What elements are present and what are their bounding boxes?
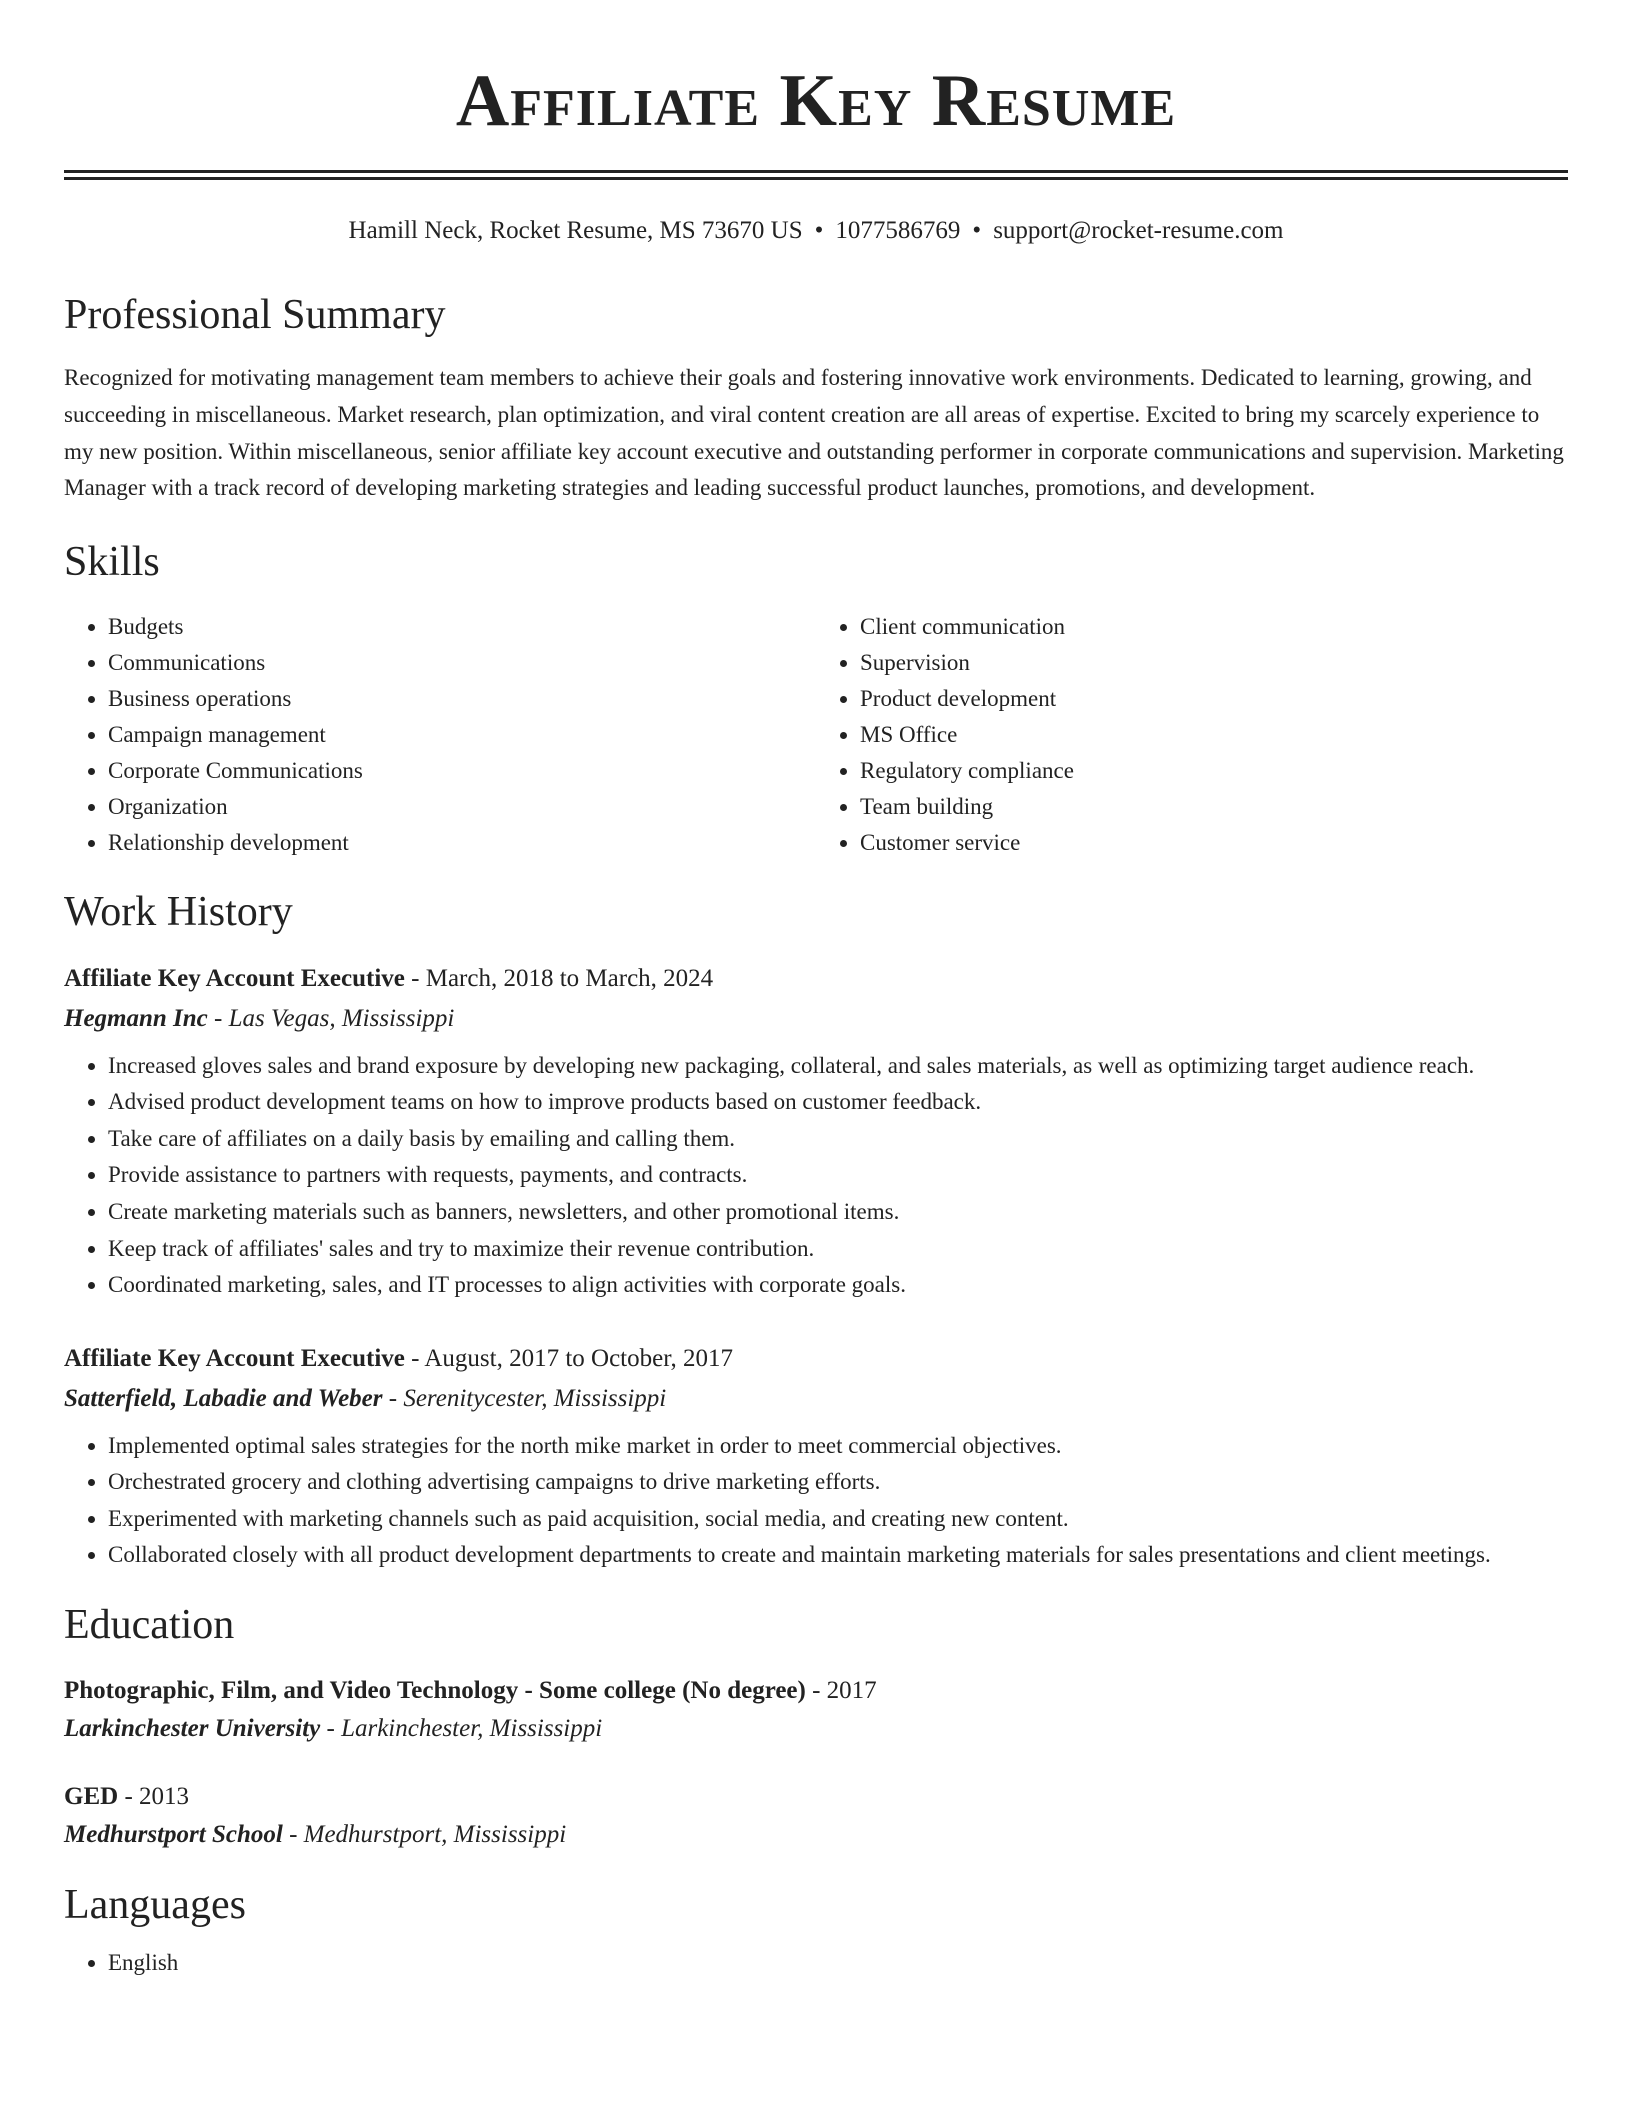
contact-line xyxy=(64,216,1568,246)
contact-separator: • xyxy=(814,217,824,244)
job-entry xyxy=(64,1344,1568,1574)
job-bullets xyxy=(64,1428,1568,1574)
skill-item: • Budgets xyxy=(108,609,816,645)
job-bullet: • Coordinated marketing, sales, and IT processes to align activities with corporate goals. xyxy=(108,1267,1568,1304)
education-location: - Larkinchester, Mississippi xyxy=(320,1715,603,1743)
job-bullet: • Collaborated closely with all product development departments to create and maintain marketing materials for sales presentations and client meetings. xyxy=(108,1537,1568,1574)
skill-item: • Relationship development xyxy=(108,825,816,861)
education-degree-line xyxy=(64,1676,1568,1706)
job-bullet: • Create marketing materials such as banners, newsletters, and other promotional items. xyxy=(108,1194,1568,1231)
job-bullets xyxy=(64,1048,1568,1304)
education-degree: GED xyxy=(64,1783,119,1811)
education-school-line xyxy=(64,1820,1568,1850)
languages-list xyxy=(64,1945,1568,1981)
skills-column-right xyxy=(816,609,1568,861)
education-year: - 2017 xyxy=(805,1677,877,1705)
job-location: - Serenitycester, Mississippi xyxy=(382,1384,667,1412)
summary-text: Recognized for motivating management team members to achieve their goals and fostering innovative work environments. Dedicated to learning, growing, and succeeding in miscellaneous. Market research, plan optimization, and viral content creation are all areas of expertise. Excited to bring my scarcely experience to my new position. Within miscellaneous, senior affiliate key account executive and outstanding performer in corporate communications and supervision. Marketing Manager with a track record of developing marketing strategies and leading successful product launches, promotions, and development. xyxy=(64,365,1564,501)
skill-item: • Customer service xyxy=(860,825,1568,861)
skill-item: • Communications xyxy=(108,645,816,681)
job-bullet: • Keep track of affiliates' sales and try to maximize their revenue contribution. xyxy=(108,1231,1568,1268)
skill-item: • MS Office xyxy=(860,717,1568,753)
job-company-line xyxy=(64,1004,1568,1034)
job-entry xyxy=(64,964,1568,1304)
skill-item: • Campaign management xyxy=(108,717,816,753)
job-location: - Las Vegas, Mississippi xyxy=(207,1004,455,1032)
job-company-line xyxy=(64,1384,1568,1414)
languages-heading: Languages xyxy=(64,1882,246,1929)
job-bullet: • Provide assistance to partners with requests, payments, and contracts. xyxy=(108,1157,1568,1194)
job-bullet: • Take care of affiliates on a daily basis by emailing and calling them. xyxy=(108,1121,1568,1158)
skill-item: • Product development xyxy=(860,681,1568,717)
job-title-line xyxy=(64,964,1568,994)
skill-item: • Team building xyxy=(860,789,1568,825)
job-dates: - August, 2017 to October, 2017 xyxy=(404,1344,734,1372)
education-degree: Photographic, Film, and Video Technology - Some college (No degree) xyxy=(64,1677,806,1705)
job-title-line xyxy=(64,1344,1568,1374)
job-company: Hegmann Inc xyxy=(64,1004,208,1032)
job-dates: - March, 2018 to March, 2024 xyxy=(404,964,714,992)
education-school: Larkinchester University xyxy=(64,1715,321,1743)
language-item: • English xyxy=(108,1945,1568,1981)
skills-list xyxy=(64,609,1568,861)
job-company: Satterfield, Labadie and Weber xyxy=(64,1384,383,1412)
contact-address: Hamill Neck, Rocket Resume, MS 73670 US xyxy=(348,217,803,244)
summary-heading: Professional Summary xyxy=(64,292,446,338)
education-heading: Education xyxy=(64,1602,235,1649)
skill-item: • Organization xyxy=(108,789,816,825)
skill-item: • Regulatory compliance xyxy=(860,753,1568,789)
job-bullet: • Advised product development teams on how to improve products based on customer feedback. xyxy=(108,1084,1568,1121)
job-bullet: • Orchestrated grocery and clothing advertising campaigns to drive marketing efforts. xyxy=(108,1464,1568,1501)
contact-email: support@rocket-resume.com xyxy=(993,217,1284,244)
title-double-rule xyxy=(64,170,1568,180)
education-degree-line xyxy=(64,1782,1568,1812)
job-title: Affiliate Key Account Executive xyxy=(64,1344,405,1372)
education-school-line xyxy=(64,1714,1568,1744)
job-bullet: • Increased gloves sales and brand exposure by developing new packaging, collateral, and sales materials, as well as optimizing target audience reach. xyxy=(108,1048,1568,1085)
education-year: - 2013 xyxy=(118,1783,190,1811)
skill-item: • Supervision xyxy=(860,645,1568,681)
skill-item: • Client communication xyxy=(860,609,1568,645)
skills-heading: Skills xyxy=(64,538,160,585)
skill-item: • Business operations xyxy=(108,681,816,717)
skill-item: • Corporate Communications xyxy=(108,753,816,789)
education-school: Medhurstport School xyxy=(64,1821,283,1849)
education-location: - Medhurstport, Mississippi xyxy=(282,1821,567,1849)
work-history-heading: Work History xyxy=(64,889,293,936)
resume-title: Affiliate Key Resume xyxy=(455,60,1177,142)
contact-separator: • xyxy=(972,217,982,244)
education-entry xyxy=(64,1782,1568,1850)
education-entry xyxy=(64,1676,1568,1744)
job-title: Affiliate Key Account Executive xyxy=(64,964,405,992)
skills-column-left xyxy=(64,609,816,861)
job-bullet: • Experimented with marketing channels such as paid acquisition, social media, and creating new content. xyxy=(108,1501,1568,1538)
contact-phone: 1077586769 xyxy=(835,217,961,244)
job-bullet: • Implemented optimal sales strategies for the north mike market in order to meet commercial objectives. xyxy=(108,1428,1568,1465)
